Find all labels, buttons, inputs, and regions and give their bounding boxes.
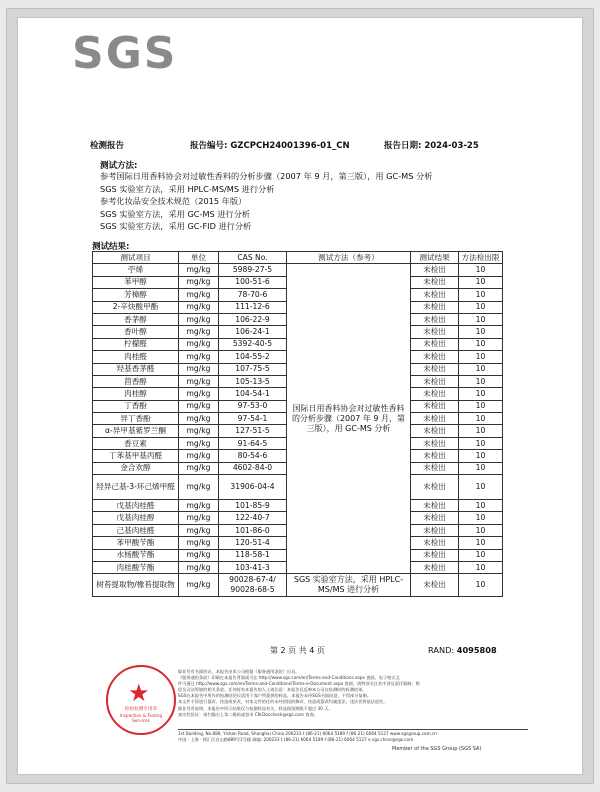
result-cell: 未检出 [411,363,459,375]
unit-cell: mg/kg [179,450,219,462]
test-item-cell: 柠檬醛 [93,338,179,350]
mdl-cell: 10 [459,500,503,512]
test-item-cell: α-异甲基紫罗兰酮 [93,425,179,437]
cas-cell: 91-64-5 [219,437,287,449]
unit-cell: mg/kg [179,500,219,512]
result-cell: 未检出 [411,326,459,338]
unit-cell: mg/kg [179,524,219,536]
result-cell: 未检出 [411,437,459,449]
cas-cell: 122-40-7 [219,512,287,524]
mdl-cell: 10 [459,512,503,524]
mdl-cell: 10 [459,574,503,597]
cas-cell: 101-86-0 [219,524,287,536]
test-item-cell: 2-辛炔酸甲酯 [93,301,179,313]
results-body [93,264,503,597]
rand-label: RAND: [428,645,455,655]
methods-list [100,170,432,233]
cas-cell: 104-54-1 [219,388,287,400]
test-item-cell: 香叶醇 [93,326,179,338]
cas-cell: 101-85-9 [219,500,287,512]
result-cell: 未检出 [411,276,459,288]
mdl-cell: 10 [459,475,503,500]
methods-title: 测试方法: [100,161,138,171]
fine-print-line: 件可通过 http://www.sgs.com/en/Terms-and-Conditions/Terms-e-Document.aspx 查阅，请特别关注其中涉及责任限制、赔 [178,681,420,687]
test-item-cell: 金合欢醇 [93,462,179,474]
unit-cell: mg/kg [179,549,219,561]
cas-cell: 107-75-5 [219,363,287,375]
table-header-row [93,252,503,264]
cas-cell: 106-22-9 [219,313,287,325]
rand-number [428,645,497,655]
result-cell: 未检出 [411,574,459,597]
test-item-cell: 芳樟醇 [93,289,179,301]
result-cell: 未检出 [411,475,459,500]
fine-print-line: 除非另有说明，本报告中所示结果仅与检测样品有关，样品保留期限不超过 30 天。 [178,705,333,711]
seal-text-en: Inspection & Testing Services [119,713,163,723]
result-cell: 未检出 [411,425,459,437]
result-cell: 未检出 [411,549,459,561]
unit-cell: mg/kg [179,574,219,597]
fine-print-line: 真实性验证：请扫描右上角二维码或登录 CN.Doccheck@sgs.com 查询。 [178,711,318,717]
terms-fine-print [178,669,518,718]
column-header: 测试方法（参考） [287,252,411,264]
rand-value: 4095808 [456,645,497,655]
member-note: Member of the SGS Group (SGS SA) [392,746,482,752]
unit-cell: mg/kg [179,326,219,338]
test-item-cell: 戊基肉桂醇 [93,512,179,524]
result-cell: 未检出 [411,264,459,276]
mdl-cell: 10 [459,363,503,375]
test-item-cell: 苧烯 [93,264,179,276]
cas-cell: 100-51-6 [219,276,287,288]
address-line: 1st Building, No.889, Yishan Road, Shanghai China 200233 t (86-21) 6064 5189 f (86-21) 6064 5127 www.sgsgroup.com.cn [178,731,437,736]
method-line: SGS 实验室方法，采用 GC-MS 进行分析 [100,208,251,219]
test-item-cell: 苯甲醇 [93,276,179,288]
cas-cell: 104-55-2 [219,351,287,363]
mdl-cell: 10 [459,313,503,325]
fine-print-line: SGS在本报告中所作的检测结论仅适用于客户所提供的样品，本报告未经SGS书面同意，不得部分复制。 [178,693,372,699]
test-item-cell: 羟基香茅醛 [93,363,179,375]
result-cell: 未检出 [411,351,459,363]
test-item-cell: 肉桂醇 [93,388,179,400]
method-line: 参考化妆品安全技术规范（2015 年版） [100,196,247,207]
unit-cell: mg/kg [179,413,219,425]
unit-cell: mg/kg [179,400,219,412]
fine-print-line: 《服务通用条款》印刷在本报告背面或可在 http://www.sgs.com/en/Terms-and-Conditions.aspx 查阅，电子格式文 [178,675,400,681]
cas-cell: 118-58-1 [219,549,287,561]
mdl-cell: 10 [459,549,503,561]
test-item-cell: 羟异己基-3-环己烯甲醛 [93,475,179,500]
test-item-cell: 茴香醇 [93,375,179,387]
report-label: 检测报告 [90,141,125,151]
column-header: 测试项目 [93,252,179,264]
unit-cell: mg/kg [179,338,219,350]
unit-cell: mg/kg [179,313,219,325]
address-line: 中国 · 上海 · 徐汇区宜山路889号1号楼 邮编: 200233 t (86-21) 6064 5189 f (86-21) 6064 5127 e sgs.china@sgs.com [178,737,414,742]
test-item-cell: 香豆素 [93,437,179,449]
method-line: SGS 实验室方法，采用 GC-FID 进行分析 [100,221,252,232]
inspection-seal [106,665,176,735]
cas-cell: 31906-04-4 [219,475,287,500]
method-cell: 国际日用香料协会对过敏性香料的分析步骤（2007 年 9 月，第三版），用 GC-MS 分析 [287,264,411,574]
column-header: 单位 [179,252,219,264]
mdl-cell: 10 [459,561,503,573]
test-item-cell: 己基肉桂醛 [93,524,179,536]
cas-cell: 5392-40-5 [219,338,287,350]
method-line: SGS 实验室方法，采用 HPLC-MS/MS 进行分析 [100,183,275,194]
result-cell: 未检出 [411,450,459,462]
results-table [92,251,503,597]
cas-cell: 103-41-3 [219,561,287,573]
mdl-cell: 10 [459,301,503,313]
mdl-cell: 10 [459,264,503,276]
cas-cell: 97-54-1 [219,413,287,425]
cas-cell: 90028-67-4/ 90028-68-5 [219,574,287,597]
cas-cell: 97-53-0 [219,400,287,412]
mdl-cell: 10 [459,326,503,338]
mdl-cell: 10 [459,425,503,437]
fine-print-line: 本文件不得进行篡改、伪造或更改，对本文件的任何未经授权的修改、伪造或篡改均属违法，违法者将依法追究。 [178,699,388,705]
column-header: CAS No. [219,252,287,264]
mdl-cell: 10 [459,413,503,425]
company-address [178,729,528,743]
cas-cell: 120-51-4 [219,537,287,549]
result-cell: 未检出 [411,413,459,425]
unit-cell: mg/kg [179,537,219,549]
result-cell: 未检出 [411,500,459,512]
result-cell: 未检出 [411,524,459,536]
cas-cell: 78-70-6 [219,289,287,301]
unit-cell: mg/kg [179,375,219,387]
mdl-cell: 10 [459,537,503,549]
mdl-cell: 10 [459,289,503,301]
star-icon: ★ [128,679,150,707]
report-date: 报告日期: 2024-03-25 [384,141,479,151]
unit-cell: mg/kg [179,289,219,301]
mdl-cell: 10 [459,375,503,387]
test-item-cell: 水杨酸苄酯 [93,549,179,561]
mdl-cell: 10 [459,462,503,474]
method-cell: SGS 实验室方法，采用 HPLC-MS/MS 进行分析 [287,574,411,597]
unit-cell: mg/kg [179,276,219,288]
test-item-cell: 丁苯基甲基丙醛 [93,450,179,462]
mdl-cell: 10 [459,437,503,449]
unit-cell: mg/kg [179,561,219,573]
unit-cell: mg/kg [179,363,219,375]
unit-cell: mg/kg [179,301,219,313]
unit-cell: mg/kg [179,388,219,400]
method-line: 参考国际日用香料协会对过敏性香料的分析步骤（2007 年 9 月，第三版），用 GC-MS 分析 [100,171,433,181]
mdl-cell: 10 [459,450,503,462]
table-row [93,574,503,597]
report-number: 报告编号: GZCPCH24001396-01_CN [190,141,350,151]
cas-cell: 4602-84-0 [219,462,287,474]
unit-cell: mg/kg [179,512,219,524]
unit-cell: mg/kg [179,475,219,500]
result-cell: 未检出 [411,512,459,524]
mdl-cell: 10 [459,524,503,536]
mdl-cell: 10 [459,388,503,400]
column-header: 测试结果 [411,252,459,264]
unit-cell: mg/kg [179,351,219,363]
result-cell: 未检出 [411,338,459,350]
cas-cell: 105-13-5 [219,375,287,387]
table-row [93,264,503,276]
seal-text: 检验检测专用章 [124,707,158,712]
result-cell: 未检出 [411,313,459,325]
cas-cell: 80-54-6 [219,450,287,462]
page-indicator: 第 2 页 共 4 页 [270,646,325,655]
column-header: 方法检出限 [459,252,503,264]
cas-cell: 111-12-6 [219,301,287,313]
test-item-cell: 树苔提取物/橡苔提取物 [93,574,179,597]
fine-print-line: 偿及司法管辖的相关条款。任何持有本报告的人士请注意：本报告仅反映本公司在检测时的检测结果。 [178,687,367,693]
mdl-cell: 10 [459,276,503,288]
cas-cell: 106-24-1 [219,326,287,338]
result-cell: 未检出 [411,462,459,474]
result-cell: 未检出 [411,400,459,412]
sgs-logo: SGS [72,28,178,79]
test-item-cell: 苯甲酸苄酯 [93,537,179,549]
result-cell: 未检出 [411,388,459,400]
unit-cell: mg/kg [179,437,219,449]
test-item-cell: 香茅醇 [93,313,179,325]
cas-cell: 5989-27-5 [219,264,287,276]
test-item-cell: 戊基肉桂醛 [93,500,179,512]
mdl-cell: 10 [459,338,503,350]
unit-cell: mg/kg [179,425,219,437]
test-item-cell: 肉桂酸苄酯 [93,561,179,573]
result-cell: 未检出 [411,289,459,301]
mdl-cell: 10 [459,400,503,412]
unit-cell: mg/kg [179,264,219,276]
test-item-cell: 丁香酚 [93,400,179,412]
test-item-cell: 异丁香酚 [93,413,179,425]
fine-print-line: 除非另有书面协议，本报告由本公司根据《服务通用条款》出具。 [178,669,300,674]
mdl-cell: 10 [459,351,503,363]
results-title: 测试结果: [92,242,130,252]
result-cell: 未检出 [411,561,459,573]
cas-cell: 127-51-5 [219,425,287,437]
result-cell: 未检出 [411,301,459,313]
unit-cell: mg/kg [179,462,219,474]
test-item-cell: 肉桂醛 [93,351,179,363]
result-cell: 未检出 [411,375,459,387]
result-cell: 未检出 [411,537,459,549]
